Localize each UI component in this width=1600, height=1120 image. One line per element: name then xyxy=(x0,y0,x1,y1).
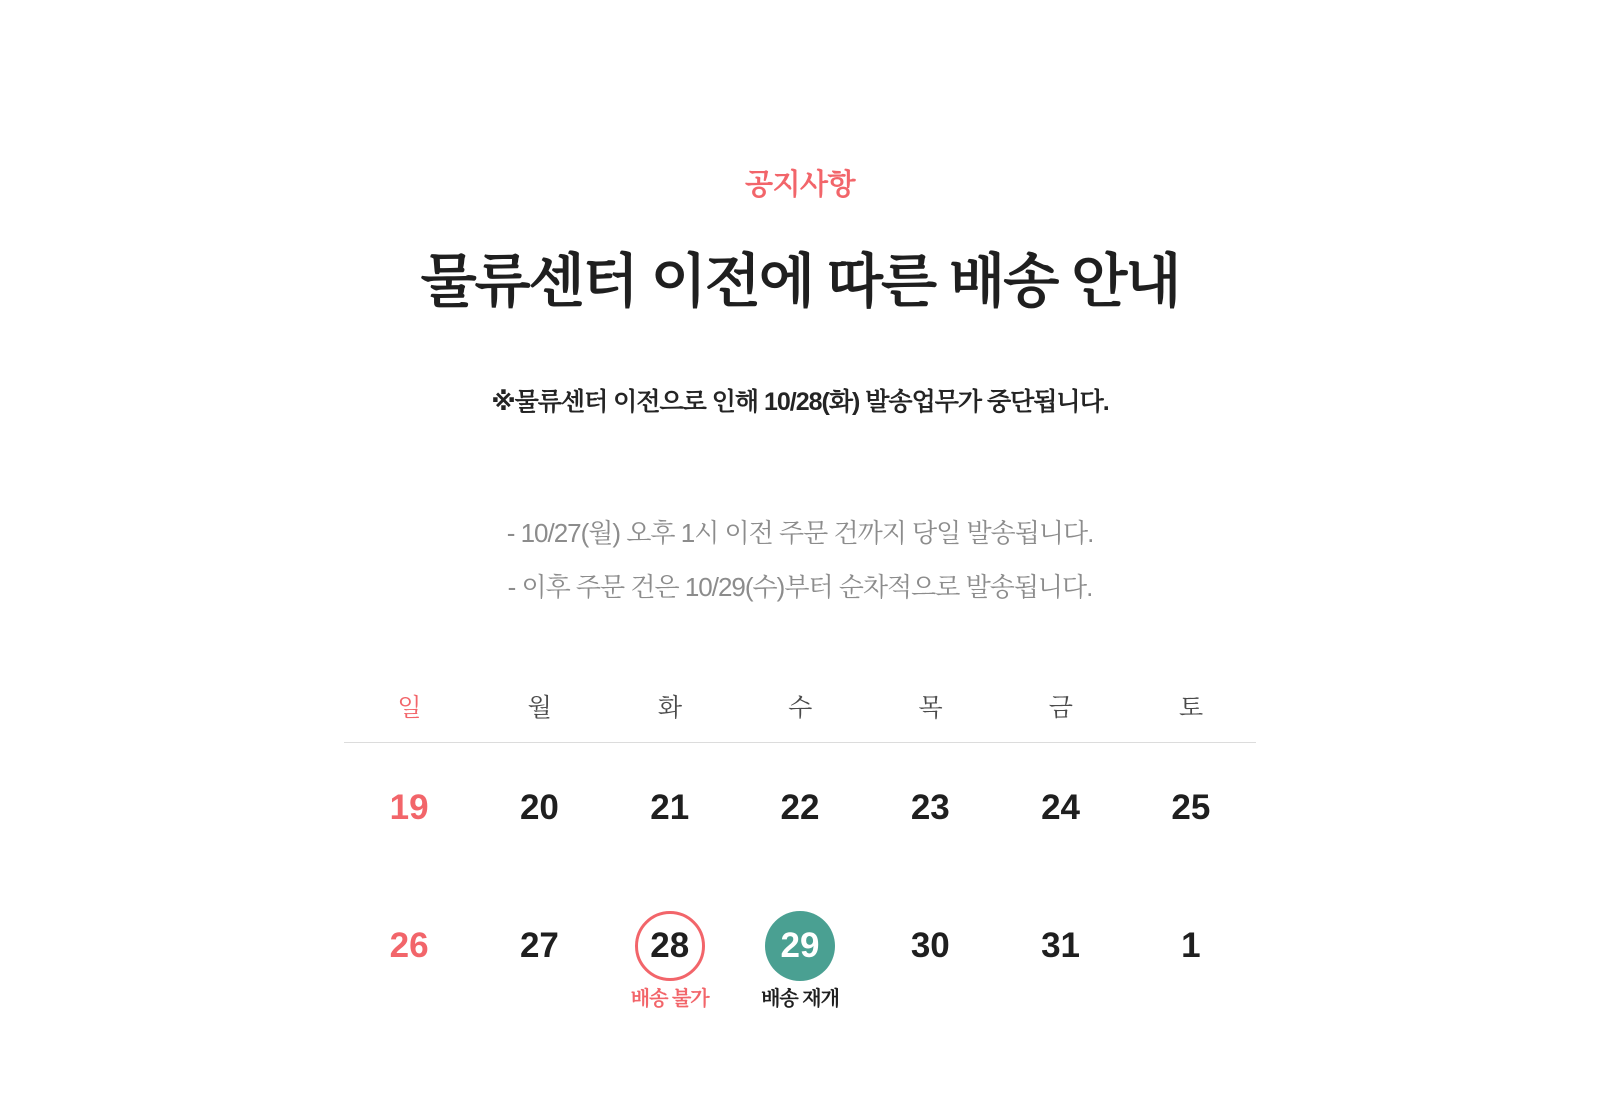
calendar-day-number: 28 xyxy=(635,911,705,981)
calendar-day-cell xyxy=(344,765,474,881)
day-caption-no-shipping: 배송 불가 xyxy=(630,988,709,1011)
calendar-day-number: 31 xyxy=(1041,926,1081,966)
page-title: 물류센터 이전에 따른 배송 안내 xyxy=(420,248,1180,314)
weekday-wed: 수 xyxy=(788,694,812,723)
weekday-sun: 일 xyxy=(397,694,421,723)
calendar-day-cell xyxy=(1126,765,1256,881)
calendar-day-cell xyxy=(995,765,1125,881)
weekday-sat: 토 xyxy=(1179,694,1203,723)
calendar-day-cell xyxy=(865,765,995,881)
calendar-weekday-header xyxy=(344,688,1256,743)
calendar-day-cell-shipping-resume xyxy=(735,903,865,1019)
calendar-day-number: 21 xyxy=(650,788,690,828)
notice-subtitle: ※물류센터 이전으로 인해 10/28(화) 발송업무가 중단됩니다. xyxy=(491,388,1109,417)
shipping-calendar xyxy=(344,688,1256,1019)
calendar-day-number: 29 xyxy=(765,911,835,981)
calendar-day-cell xyxy=(474,903,604,1019)
calendar-day-cell-no-shipping xyxy=(605,903,735,1019)
calendar-week-row xyxy=(344,765,1256,881)
calendar-day-number: 26 xyxy=(389,926,429,966)
calendar-day-cell xyxy=(344,903,474,1019)
weekday-tue: 화 xyxy=(657,694,682,723)
notice-detail-list xyxy=(507,515,1094,606)
calendar-day-number: 27 xyxy=(519,926,559,966)
calendar-day-number: 22 xyxy=(780,788,820,828)
calendar-day-number: 30 xyxy=(910,926,950,966)
weekday-thu: 목 xyxy=(918,694,943,723)
weekday-fri: 금 xyxy=(1048,694,1073,723)
calendar-day-number: 23 xyxy=(910,788,950,828)
calendar-day-number: 19 xyxy=(389,788,429,828)
calendar-day-cell xyxy=(995,903,1125,1019)
calendar-day-number: 20 xyxy=(519,788,559,828)
calendar-day-cell xyxy=(735,765,865,881)
calendar-day-number: 1 xyxy=(1181,926,1201,966)
calendar-day-number: 25 xyxy=(1171,788,1211,828)
notice-detail-line: - 이후 주문 건은 10/29(수)부터 순차적으로 발송됩니다. xyxy=(507,571,1093,602)
calendar-week-row xyxy=(344,903,1256,1019)
calendar-day-number: 24 xyxy=(1041,788,1081,828)
notice-eyebrow: 공지사항 xyxy=(744,169,856,201)
calendar-day-cell xyxy=(865,903,995,1019)
weekday-mon: 월 xyxy=(527,694,552,723)
notice-detail-line: - 10/27(월) 오후 1시 이전 주문 건까지 당일 발송됩니다. xyxy=(506,517,1094,548)
calendar-day-cell xyxy=(1126,903,1256,1019)
calendar-day-cell xyxy=(474,765,604,881)
calendar-day-cell xyxy=(605,765,735,881)
day-caption-shipping-resume: 배송 재개 xyxy=(761,988,839,1011)
